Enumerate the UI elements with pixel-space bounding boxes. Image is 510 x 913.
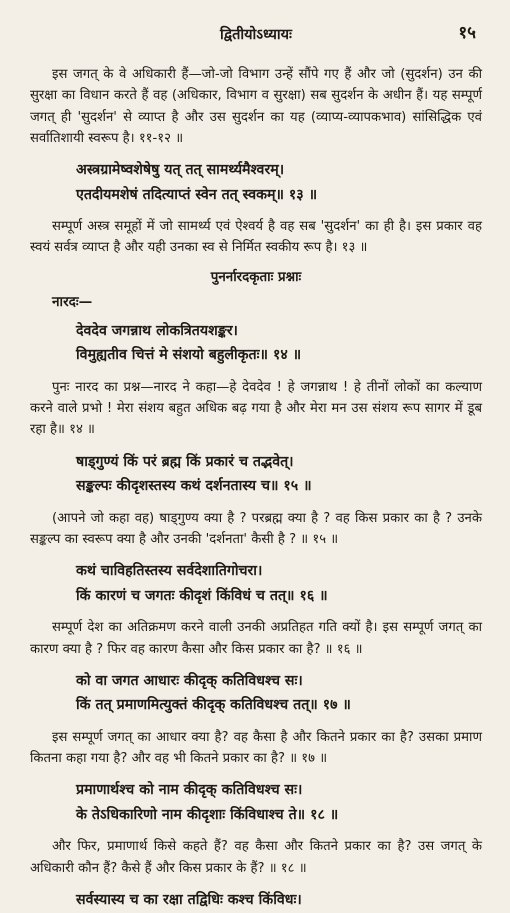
verse-line: किं तत् प्रमाणमित्युक्तं कीदृक् कतिविधश्च तत्॥ १७ ॥ [76,697,351,714]
verse-line: षाड्गुण्यं किं परं ब्रह्म किं प्रकारं च तद्भवेत्। [76,453,294,470]
commentary-paragraph: सम्पूर्ण अस्त्र समूहों में जो सामर्थ्य एवं ऐश्वर्य है वह सब 'सुदर्शन' का ही है। इस प्रकार वह स्वयं सर्वत्र व्याप्त है और यही उनका स्व से निर्मित स्वकीय रूप है। १३ ॥ [30,219,482,256]
verse-line: अस्त्रग्रामेष्वशेषेषु यत् तत् सामर्थ्यमैश्वरम्। [76,162,285,179]
commentary-paragraph: (आपने जो कहा वह) षाड्गुण्य क्या है ? परब्रह्म क्या है ? वह किस प्रकार का है ? उनके सङ्कल्प का स्वरूप क्या है और उनकी 'दर्शनता' कैसी है ? ॥ १५ ॥ [30,510,482,547]
verse-19 [76,888,452,913]
page-header [30,0,482,52]
verse-15 [76,450,452,499]
verse-17 [76,669,452,718]
commentary-paragraph: इस जगत् के वे अधिकारी हैं—जो-जो विभाग उन्हें सौंपे गए हैं और जो (सुदर्शन) उन की सुरक्षा का विधान करते हैं वह (अधिकार, विभाग व सुरक्षा) सब सुदर्शन के अधीन हैं। यह सम्पूर्ण जगत् ही 'सुदर्शन' से व्याप्त है और उस सुदर्शन का यह (व्याप्य-व्यापकभाव) सांसिद्धिक एवं सर्वातिशायी स्वरूप है। ११-१२ ॥ [30,67,482,146]
verse-line: प्रमाणार्थश्च को नाम कीदृक् कतिविधश्च सः। [76,782,303,799]
commentary-paragraph: सम्पूर्ण देश का अतिक्रमण करने वाली उनकी अप्रतिहत गति क्यों है। इस सम्पूर्ण जगत् का कारण क्या है ? फिर वह कारण कैसा और किस प्रकार का है? ॥ १६ ॥ [30,620,482,657]
verse-line: के तेऽधिकारिणो नाम कीदृशाः किंविधाश्च ते॥ १८ ॥ [76,806,339,823]
commentary-paragraph: पुनः नारद का प्रश्न—नारद ने कहा—हे देवदेव ! हे जगन्नाथ ! हे तीनों लोकों का कल्याण करने वाले प्रभो ! मेरा संशय बहुत अधिक बढ़ गया है और मेरा मन उस संशय रूप सागर में डूब रहा है॥ १४ ॥ [30,379,482,438]
speaker-label: नारदः— [52,293,93,310]
verse-line: को वा जगत आधारः कीदृक् कतिविधश्च सः। [76,672,303,689]
verse-line: कथं चाविहतिस्तस्य सर्वदेशातिगोचरा। [76,563,263,580]
verse-16 [76,559,452,608]
verse-line: सङ्कल्पः कीदृशस्तस्य कथं दर्शनतास्य च॥ १५ ॥ [76,478,312,495]
commentary-paragraph: इस सम्पूर्ण जगत् का आधार क्या है? वह कैसा है और कितने प्रकार का है? उसका प्रमाण कितना कहा गया है? और वह भी कितने प्रकार का है? ॥ १७ ॥ [30,729,482,767]
verse-18 [76,778,452,827]
section-heading: पुनर्नारदकृताः प्रश्नाः [210,269,302,285]
verse-14 [76,319,452,368]
verse-line: देवदेव जगन्नाथ लोकत्रितयशङ्कर। [76,322,238,339]
verse-line: एतदीयमशेषं तदित्याप्तं स्वेन तत् स्वकम्॥ १३ ॥ [76,186,318,203]
verse-line: किं कारणं च जगतः कीदृशं किंविधं च तत्॥ १६ ॥ [76,587,328,604]
verse-line: सर्वस्यास्य च का रक्षा तद्विधिः कश्च किंविधः। [76,892,302,909]
page-number: १५ [458,23,476,43]
verse-13 [76,158,452,207]
running-title: द्वितीयोऽध्यायः [219,27,292,43]
verse-line: विमुह्यतीव चित्तं मे संशयो बहुलीकृतः॥ १४ ॥ [76,347,302,364]
commentary-paragraph: और फिर, प्रमाणार्थ किसे कहते हैं? वह कैसा और कितने प्रकार का है? उस जगत् के अधिकारी कौन हैं? कैसे हैं और किस प्रकार के हैं? ॥ १८ ॥ [30,839,482,876]
